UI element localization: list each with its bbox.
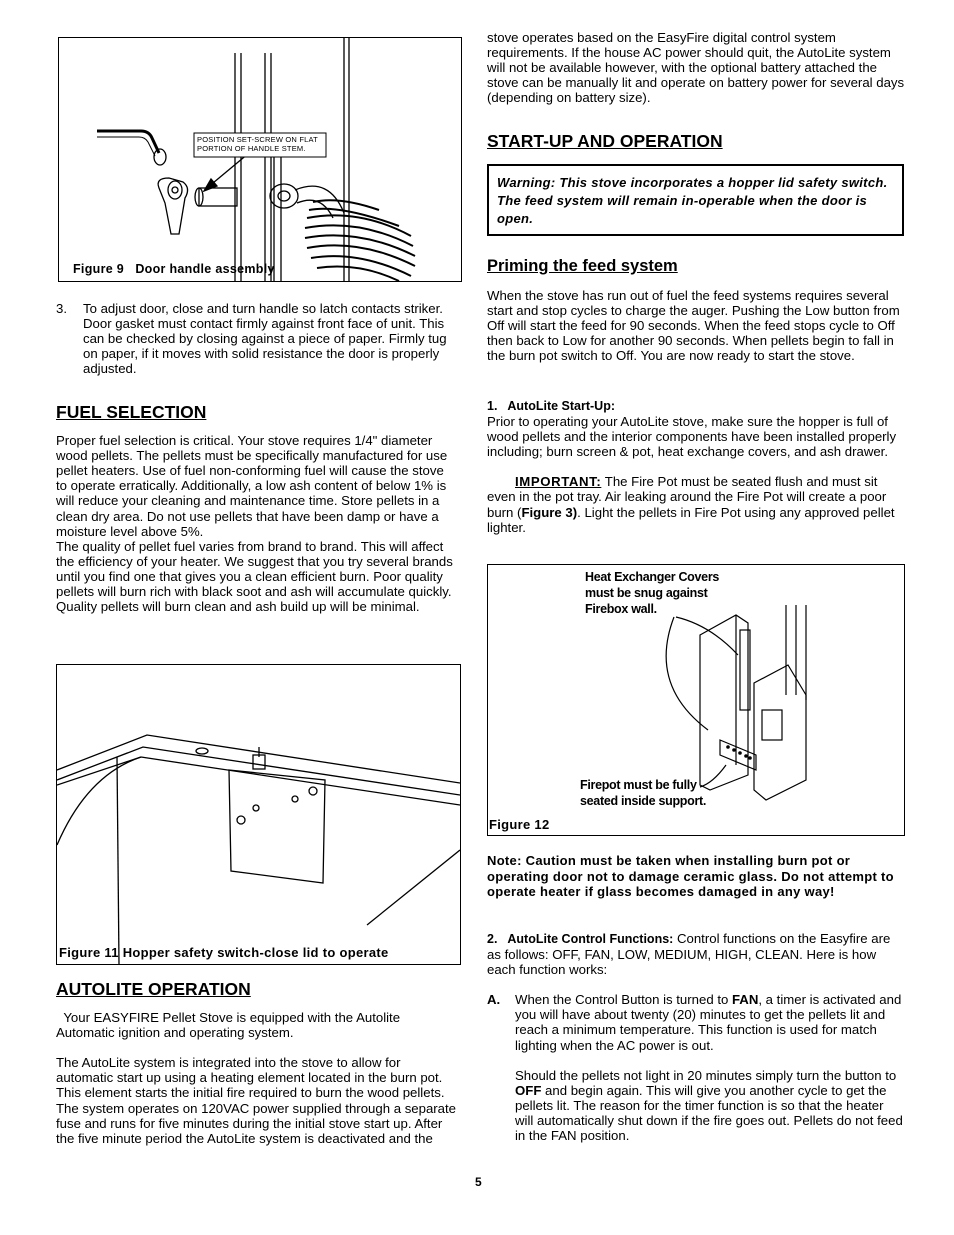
step-3-text: To adjust door, close and turn handle so latch contacts striker. Door gasket must contact firmly against front face of unit. This can be checked by closing against a piece of paper. Firmly tug on paper, if it moves with solid resistance the door is properly adjusted.	[83, 301, 447, 377]
door-handle-illustration	[59, 38, 461, 281]
startup-step-1	[487, 399, 905, 535]
fan-keyword: FAN	[731, 992, 759, 1008]
caution-note	[487, 853, 905, 900]
step-1-text: Prior to operating your AutoLite stove, make sure the hopper is full of wood pellets and the interior components have been installed properly including; burn screen & pot, heat exchange covers, and ash drawer.	[487, 414, 897, 460]
off-keyword: OFF	[515, 1082, 542, 1098]
figure-9-caption: Figure 9 Door handle assembly	[73, 262, 275, 276]
autolite-paragraph-1: Your EASYFIRE Pellet Stove is equipped with the Autolite Automatic ignition and operating system.	[56, 1010, 403, 1041]
fuel-paragraph-2: The quality of pellet fuel varies from brand to brand. This will affect the efficiency of your heater. We suggest that you try several brands until you find one that gives you a clean efficient burn. Poor quality pellets will burn rich with black soot and ash will accumulate quickly. Quality pellets will burn clean and ash build up will be minimal.	[56, 538, 453, 615]
fuel-paragraph-1: Proper fuel selection is critical. Your stove requires 1/4" diameter wood pellets. The pellets must be specifically manufactured for use pellet heaters. Use of fuel non-conforming fuel will cause the stove to operate erratically. Additionally, a low ash content of below 1% is will reduce your cleaning and maintenance time. Store pellets in a clean dry area. Do not use pellets that have been damp or have a moisture level above 5%.	[56, 433, 448, 539]
figure-12-caption: Figure 12	[489, 817, 550, 832]
fuel-selection-heading: FUEL SELECTION	[56, 402, 207, 422]
priming-section	[487, 259, 905, 364]
figure-11	[56, 664, 461, 965]
figure-9-label: POSITION SET-SCREW ON FLAT PORTION OF HANDLE STEM.	[197, 135, 318, 153]
figure-12-label-top: Heat Exchanger Covers must be snug against Firebox wall.	[585, 570, 720, 616]
startup-section	[487, 131, 905, 236]
priming-paragraph: When the stove has run out of fuel the feed systems requires several start and stop cycles to charge the auger. Pushing the Low button from Off will start the feed for 90 seconds. When the feed stops cycle to Off then back to Low for another 90 seconds. When pellets begin to fall in the burn pot switch to Off. You are now ready to start the stove.	[487, 288, 900, 364]
control-functions	[487, 931, 905, 1143]
continued-text	[487, 30, 905, 105]
page-number: 5	[475, 1175, 482, 1189]
figure-11-caption: Figure 11 Hopper safety switch-close lid to operate	[59, 945, 389, 960]
control-functions-intro: 2. AutoLite Control Functions: Control functions on the Easyfire are as follows: OFF, FAN, LOW, MEDIUM, HIGH, CLEAN. Here is how each function works:	[487, 931, 891, 978]
startup-heading: START-UP AND OPERATION	[487, 131, 723, 151]
autolite-paragraph-2: The AutoLite system is integrated into the stove to allow for automatic start up using a heating element located in the burn pot. This element starts the initial fire required to burn the wood pellets. The system operates on 120VAC power supplied through a separate fuse and runs for five minutes during the initial stove start up. After the five minute period the AutoLite system is deactivated and the	[56, 1055, 457, 1146]
priming-heading: Priming the feed system	[487, 257, 678, 275]
function-a-label: A.	[487, 992, 501, 1008]
function-a	[487, 992, 905, 1143]
continued-paragraph: stove operates based on the EasyFire digital control system requirements. If the house AC power should quit, the AutoLite system will not be available however, with the optional battery attached the stove can be manually lit and operate on battery power for several days (depending on battery size).	[487, 30, 905, 106]
fuel-selection-section	[56, 402, 458, 615]
step-3	[56, 301, 456, 376]
figure-12	[487, 564, 905, 836]
important-paragraph: IMPORTANT: The Fire Pot must be seated flush and must sit even in the pot tray. Air leaking around the Fire Pot will create a poor burn (Figure 3). Light the pellets in Fire Pot using any approved pellet lighter.	[487, 474, 895, 535]
function-a-text: When the Control Button is turned to FAN, a timer is activated and you will have about twenty (20) minutes to get the pellets lit and reach a minimum temperature. This function is used for match lighting when the AC power is out.	[515, 992, 902, 1053]
caution-note-text: Note: Caution must be taken when installing burn pot or operating door not to damage ceramic glass. Do not attempt to operate heater if glass becomes damaged in any way!	[487, 853, 894, 899]
autolite-operation-section	[56, 979, 458, 1146]
control-functions-title: 2. AutoLite Control Functions:	[487, 932, 674, 946]
warning-box: Warning: This stove incorporates a hopper lid safety switch. The feed system will remain in-operable when the door is open.	[487, 164, 904, 236]
figure-12-label-bottom: Firepot must be fully seated inside support.	[580, 778, 707, 808]
figure-3-reference: Figure 3)	[521, 504, 578, 520]
step-1-title: 1. AutoLite Start-Up:	[487, 399, 616, 413]
hopper-switch-illustration	[57, 665, 460, 964]
step-3-number: 3.	[56, 301, 67, 316]
figure-9	[58, 37, 462, 282]
function-a-text-2: Should the pellets not light in 20 minutes simply turn the button to OFF and begin again. This will give you another cycle to get the pellets lit. The reason for the timer function is so that the heater will automatically shut down if the fire goes out. Pellets do not feed in the FAN position.	[515, 1067, 903, 1144]
autolite-heading: AUTOLITE OPERATION	[56, 979, 251, 999]
important-label: IMPORTANT:	[515, 474, 602, 490]
